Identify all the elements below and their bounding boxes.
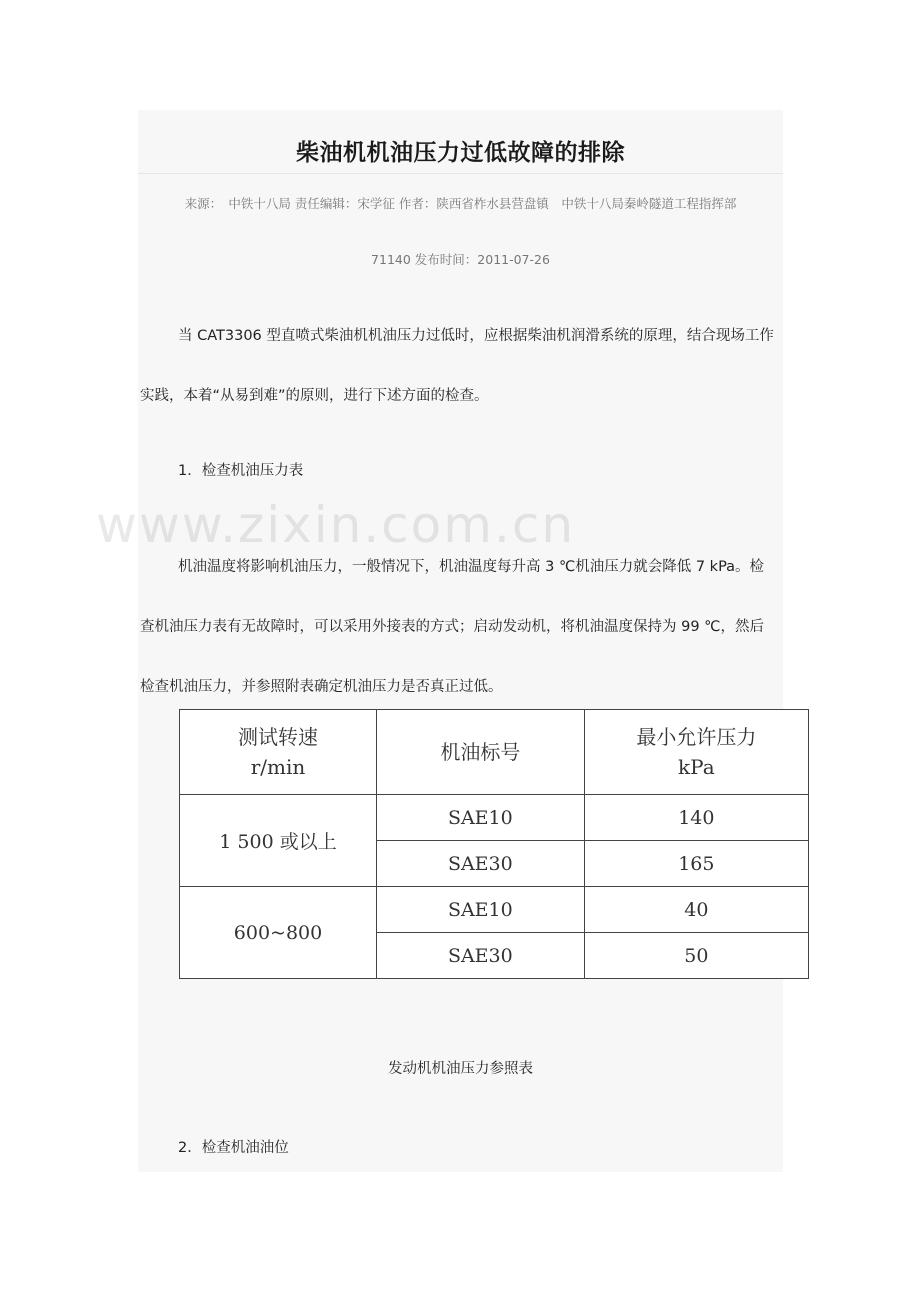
article-meta-date: 71140 发布时间：2011-07-26: [371, 252, 550, 267]
oil-cell: SAE10: [377, 795, 585, 841]
header-pressure-unit: kPa: [678, 755, 715, 779]
oil-cell: SAE30: [377, 933, 585, 979]
table-header-row: [180, 710, 809, 795]
pressure-cell: 50: [584, 933, 808, 979]
header-min-pressure: [584, 710, 808, 795]
oil-cell: SAE30: [377, 841, 585, 887]
pressure-reference-table: [179, 709, 809, 979]
section-heading-oil-level: 2．检查机油油位: [178, 1140, 289, 1156]
intro-paragraph: [140, 306, 778, 426]
pressure-table-image: [179, 709, 809, 979]
table-caption: 发动机机油压力参照表: [388, 1061, 533, 1077]
oil-cell: SAE10: [377, 887, 585, 933]
pressure-cell: 165: [584, 841, 808, 887]
pressure-cell: 40: [584, 887, 808, 933]
speed-cell: 600~800: [180, 887, 377, 979]
table-row: [180, 887, 809, 933]
title-divider: [138, 173, 783, 174]
watermark: www.zixin.com.cn: [96, 496, 576, 554]
article-title: 柴油机机油压力过低故障的排除: [296, 140, 625, 166]
table-row: [180, 795, 809, 841]
header-oil-grade: [377, 710, 585, 795]
intro-text: 当 CAT3306 型直喷式柴油机机油压力过低时，应根据柴油机润滑系统的原理，结合现场工作实践，本着“从易到难”的原则，进行下述方面的检查。: [140, 328, 774, 404]
article-meta-source: 来源： 中铁十八局 责任编辑：宋学征 作者：陕西省柞水县营盘镇 中铁十八局秦岭隧道工程指挥部: [184, 196, 737, 211]
header-pressure-label: 最小允许压力: [636, 725, 757, 749]
section1-paragraph: [140, 537, 778, 717]
header-speed-unit: r/min: [250, 755, 306, 779]
section1-text: 机油温度将影响机油压力，一般情况下，机油温度每升高 3 ℃机油压力就会降低 7 kPa。检查机油压力表有无故障时，可以采用外接表的方式；启动发动机，将机油温度保持为 99 ℃，然后检查机油压力，并参照附表确定机油压力是否真正过低。: [140, 559, 765, 695]
header-speed: [180, 710, 377, 795]
header-oil-label: 机油标号: [440, 740, 521, 764]
header-speed-label: 测试转速: [238, 725, 318, 749]
article-panel: [138, 110, 783, 1172]
speed-cell: 1 500 或以上: [180, 795, 377, 887]
pressure-cell: 140: [584, 795, 808, 841]
section-heading-pressure-gauge: 1．检查机油压力表: [178, 463, 304, 479]
